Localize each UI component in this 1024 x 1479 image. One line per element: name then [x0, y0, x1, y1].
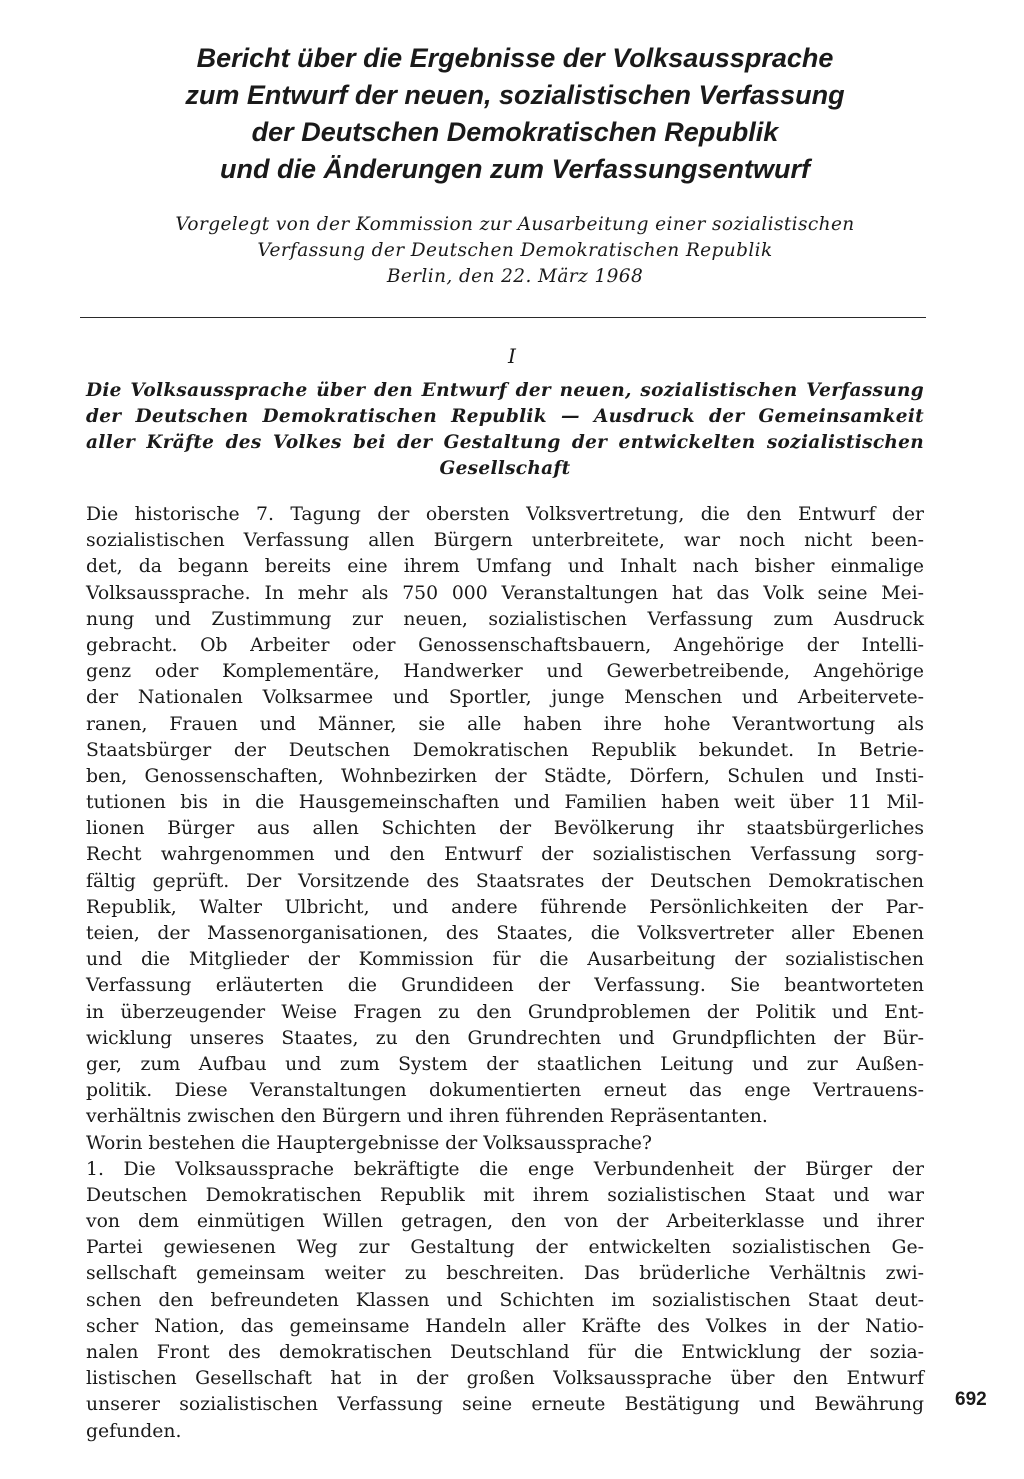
body-line: lionen Bürger aus allen Schichten der Bevölkerung ihr staatsbürgerliches	[86, 818, 924, 840]
body-line: in überzeugender Weise Fragen zu den Grundproblemen der Politik und Ent-	[86, 1001, 924, 1023]
body-line: schen den befreundeten Klassen und Schichten im sozialistischen Staat deut-	[86, 1289, 924, 1311]
document-title	[80, 40, 950, 188]
body-line: sellschaft gemeinsam weiter zu beschreiten. Das brüderliche Verhältnis zwi-	[86, 1263, 924, 1285]
body-line: Staatsbürger der Deutschen Demokratischen Republik bekundet. In Betrie-	[86, 739, 924, 761]
page-number: 692	[955, 1389, 987, 1410]
body-line: gebracht. Ob Arbeiter oder Genossenschaftsbauern, Angehörige der Intelli-	[86, 634, 924, 656]
section-heading-line: der Deutschen Demokratischen Republik — Ausdruck der Gemeinsamkeit	[86, 406, 924, 427]
body-line: wicklung unseres Staates, zu den Grundrechten und Grundpflichten der Bür-	[86, 1027, 924, 1049]
body-line: nung und Zustimmung zur neuen, sozialistischen Verfassung zum Ausdruck	[86, 608, 924, 630]
body-line: det, da begann bereits eine ihrem Umfang und Inhalt nach bisher einmalige	[86, 556, 924, 578]
body-line: ger, zum Aufbau und zum System der staatlichen Leitung und zur Außen-	[86, 1053, 924, 1075]
section-number: I	[508, 344, 516, 368]
body-line: Worin bestehen die Hauptergebnisse der Volksaussprache?	[86, 1132, 652, 1154]
title-line: und die Änderungen zum Verfassungsentwurf	[219, 154, 811, 184]
body-line: sozialistischen Verfassung allen Bürgern unterbreitete, war noch nicht been-	[86, 530, 924, 552]
body-line: von dem einmütigen Willen getragen, den von der Arbeiterklasse und ihrer	[86, 1211, 924, 1233]
body-line: verhältnis zwischen den Bürgern und ihren führenden Repräsentanten.	[86, 1106, 768, 1128]
body-line: ben, Genossenschaften, Wohnbezirken der Städte, Dörfern, Schulen und Insti-	[86, 765, 924, 787]
body-line: fältig geprüft. Der Vorsitzende des Staatsrates der Deutschen Demokratischen	[86, 870, 924, 892]
presented-line: Verfassung der Deutschen Demokratischen Republik	[257, 240, 773, 261]
body-text	[86, 502, 924, 1445]
title-line: der Deutschen Demokratischen Republik	[251, 117, 779, 147]
presented-line: Berlin, den 22. März 1968	[386, 266, 644, 287]
body-line: gefunden.	[86, 1420, 182, 1442]
presented-line: Vorgelegt von der Kommission zur Ausarbeitung einer sozialistischen	[175, 214, 855, 235]
body-line: Die historische 7. Tagung der obersten Volksvertretung, die den Entwurf der	[86, 504, 924, 525]
presented-by-note	[80, 212, 950, 290]
body-line: listischen Gesellschaft hat in der großen Volksaussprache über den Entwurf	[86, 1368, 924, 1390]
body-line: Republik, Walter Ulbricht, und andere führende Persönlichkeiten der Par-	[86, 896, 924, 918]
body-line: ranen, Frauen und Männer, sie alle haben ihre hohe Verantwortung als	[86, 713, 924, 735]
body-line: der Nationalen Volksarmee und Sportler, junge Menschen und Arbeitervete-	[86, 687, 924, 709]
section-heading-line: aller Kräfte des Volkes bei der Gestaltung der entwickelten sozialistischen	[86, 432, 924, 453]
section-heading-line: Die Volksaussprache über den Entwurf der neuen, sozialistischen Verfassung	[86, 380, 924, 401]
body-line: Deutschen Demokratischen Republik mit ihrem sozialistischen Staat und war	[86, 1184, 924, 1206]
body-line: Recht wahrgenommen und den Entwurf der sozialistischen Verfassung sorg-	[86, 844, 924, 866]
body-line: politik. Diese Veranstaltungen dokumentierten erneut das enge Vertrauens-	[86, 1080, 924, 1102]
body-line: tutionen bis in die Hausgemeinschaften und Familien haben weit über 11 Mil-	[86, 792, 924, 814]
section-heading	[86, 378, 924, 482]
body-line: 1. Die Volksaussprache bekräftigte die enge Verbundenheit der Bürger der	[86, 1158, 924, 1180]
body-line: teien, der Massenorganisationen, des Staates, die Volksvertreter aller Ebenen	[86, 923, 924, 944]
body-line: unserer sozialistischen Verfassung seine erneute Bestätigung und Bewährung	[86, 1394, 924, 1416]
title-line: Bericht über die Ergebnisse der Volksaussprache	[196, 43, 834, 73]
separator-rule	[80, 317, 926, 318]
body-line: Volksaussprache. In mehr als 750 000 Veranstaltungen hat das Volk seine Mei-	[86, 582, 924, 604]
body-line: scher Nation, das gemeinsame Handeln aller Kräfte des Volkes in der Natio-	[86, 1315, 924, 1337]
body-line: Partei gewiesenen Weg zur Gestaltung der entwickelten sozialistischen Ge-	[86, 1237, 924, 1259]
body-line: und die Mitglieder der Kommission für die Ausarbeitung der sozialistischen	[86, 949, 924, 971]
body-line: Verfassung erläuterten die Grundideen der Verfassung. Sie beantworteten	[86, 975, 924, 997]
body-line: nalen Front des demokratischen Deutschland für die Entwicklung der sozia-	[86, 1342, 924, 1363]
body-line: genz oder Komplementäre, Handwerker und Gewerbetreibende, Angehörige	[86, 661, 924, 683]
title-line: zum Entwurf der neuen, sozialistischen Verfassung	[185, 80, 845, 110]
section-heading-line: Gesellschaft	[439, 458, 571, 479]
